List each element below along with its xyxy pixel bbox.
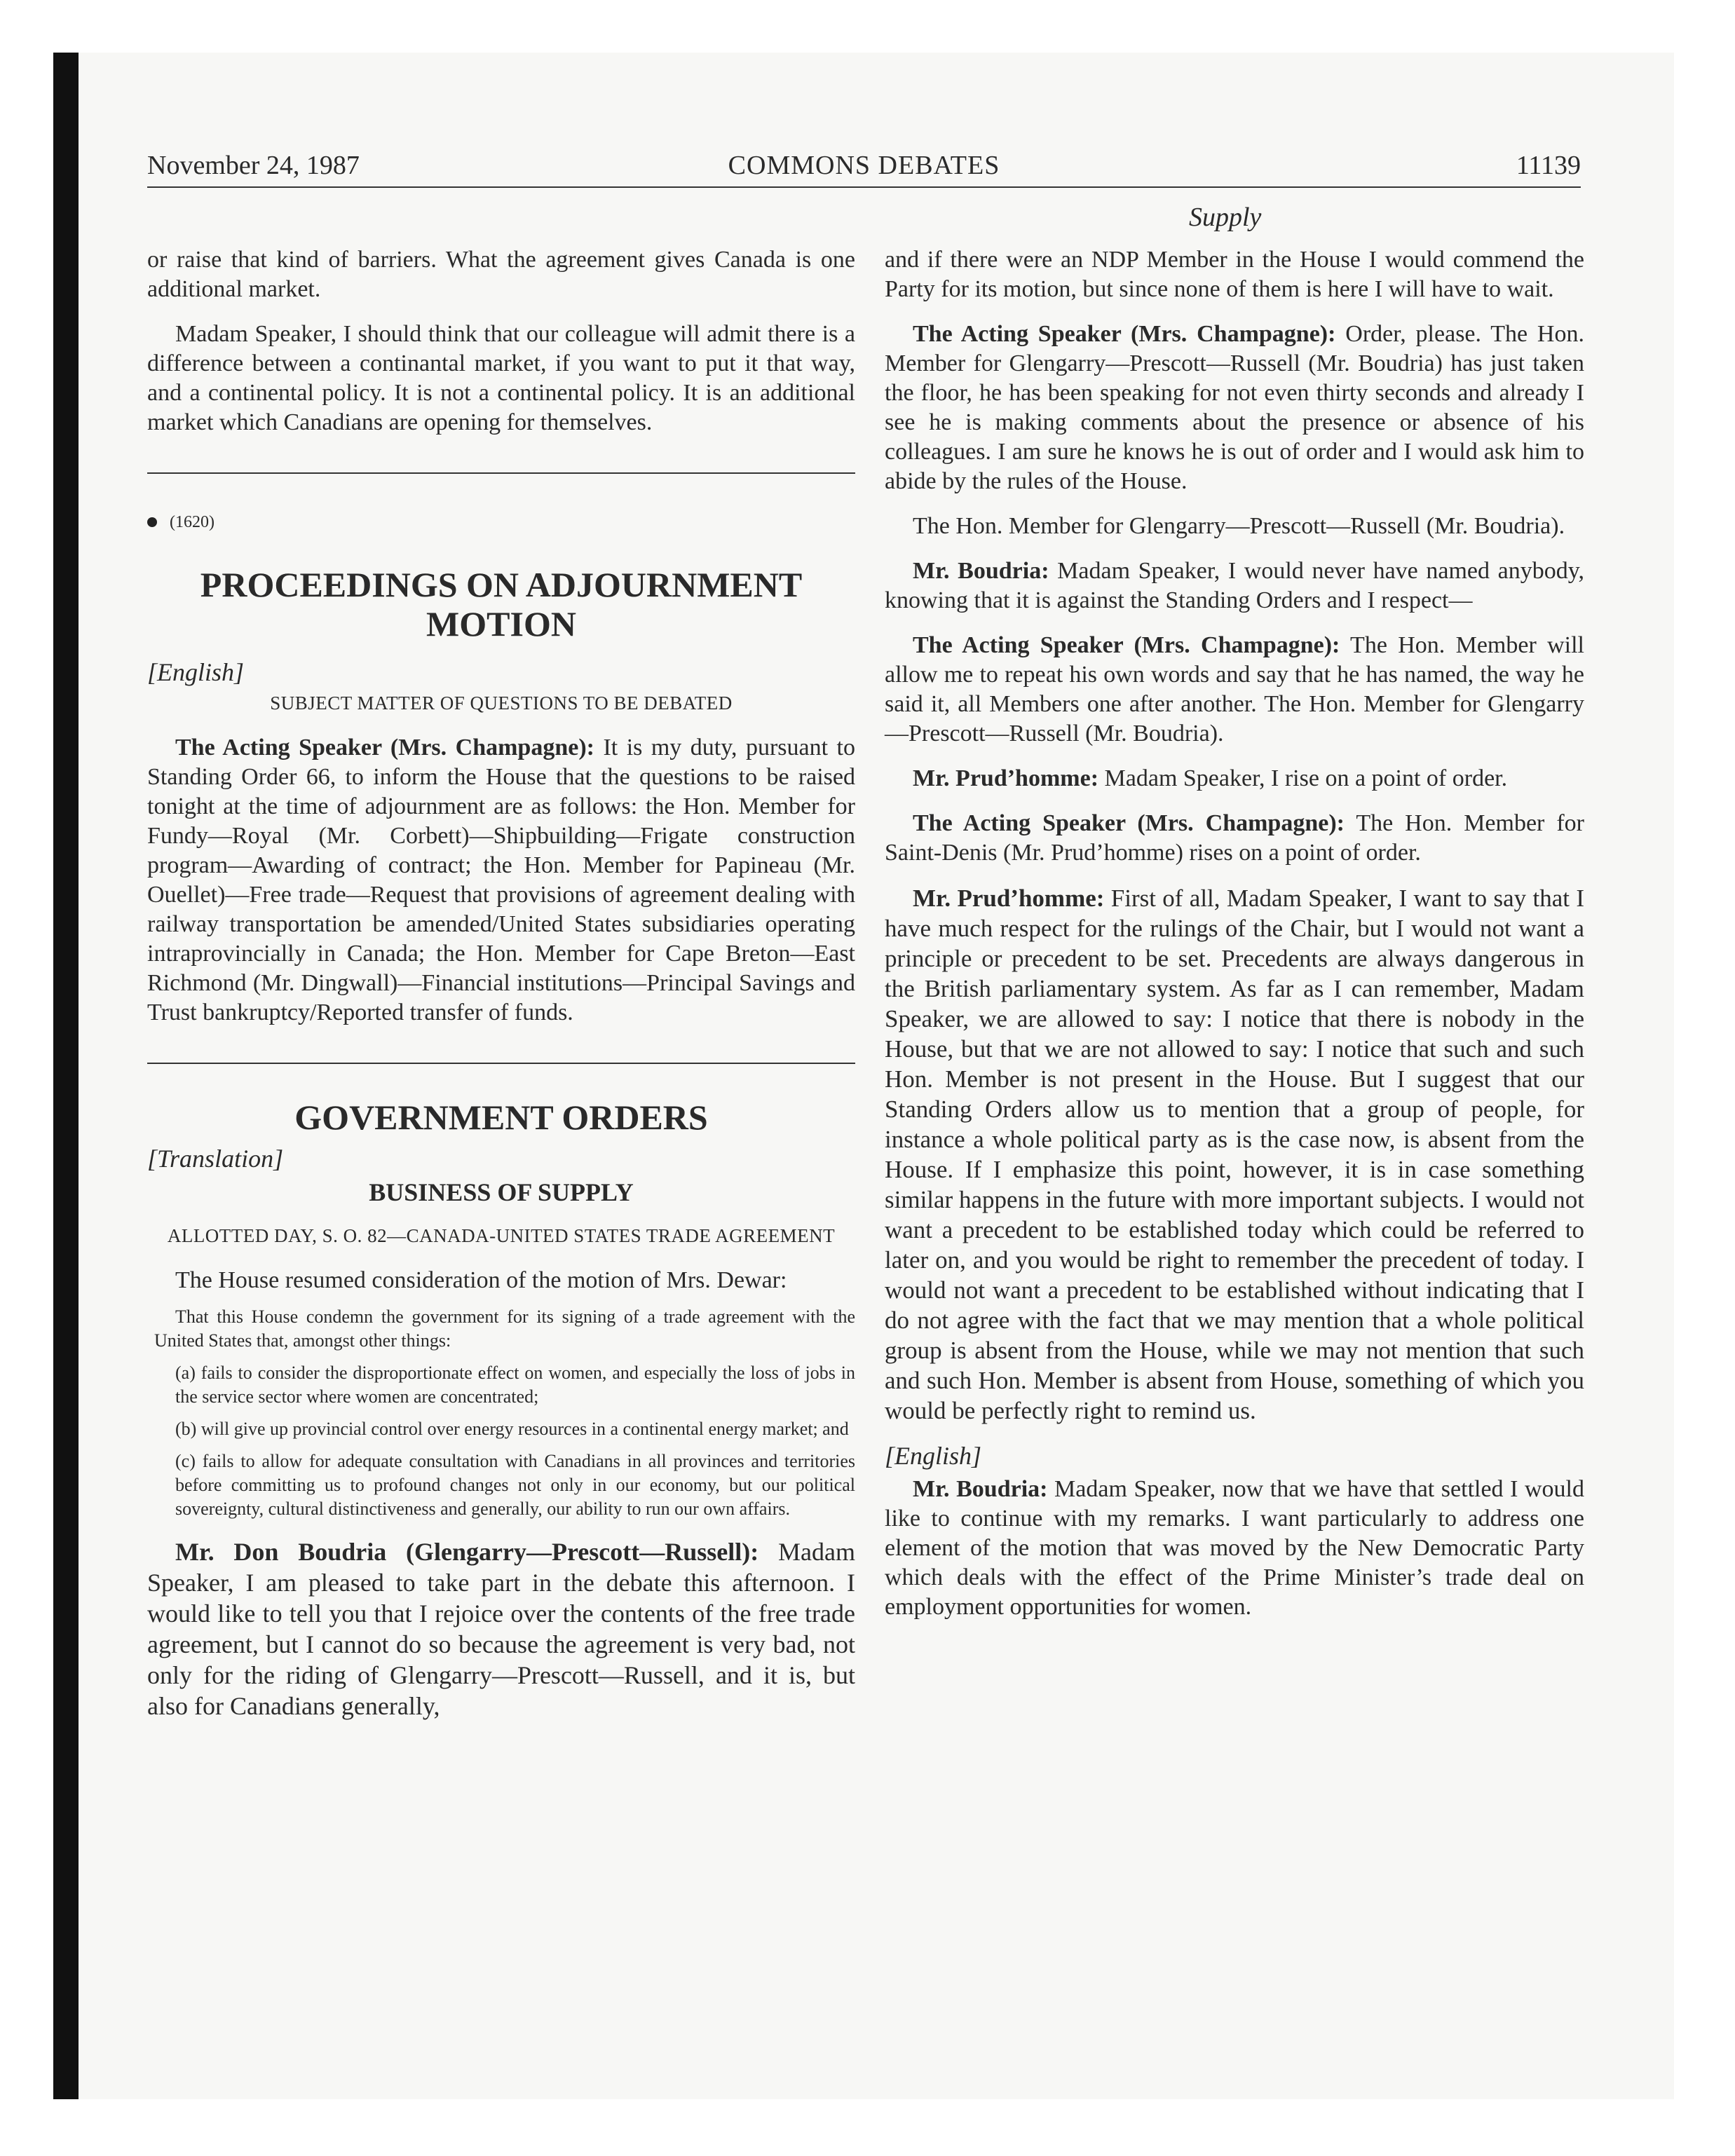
section-label: Supply xyxy=(1189,203,1262,232)
speech-text: Order, please. The Hon. Member for Glengarry—Prescott—Russell (Mr. Boudria) has just taken the floor, he has been speaking for not even thirty seconds and already I see he is making comments about the presence or absence of his colleagues. I am sure he knows he is out of order and I would ask him to abide by the rules of the House. xyxy=(885,321,1584,494)
binding-edge xyxy=(53,53,79,2099)
right-column xyxy=(885,245,1584,1637)
speech-text: Madam Speaker, I would never have named anybody, knowing that it is against the Standing Orders and I respect— xyxy=(885,558,1584,613)
speaker-name: Mr. Prud’homme: xyxy=(913,765,1099,791)
paragraph: or raise that kind of barriers. What the agreement gives Canada is one additional market. xyxy=(147,247,855,302)
paragraph xyxy=(885,631,1584,749)
motion-item: (c) fails to allow for adequate consultation with Canadians in all provinces and territories before committing us to profound changes not only in our economy, but our political sovereignty, cultural distinctiveness and generally, our ability to run our own affairs. xyxy=(175,1451,855,1519)
paragraph xyxy=(885,809,1584,868)
running-header xyxy=(147,149,1581,188)
heading-government-orders: GOVERNMENT ORDERS xyxy=(294,1098,708,1137)
heading-adjournment: PROCEEDINGS ON ADJOURNMENT MOTION xyxy=(200,565,803,643)
motion-item: (b) will give up provincial control over energy resources in a continental energy market; and xyxy=(175,1419,849,1439)
paragraph: Madam Speaker, I should think that our colleague will admit there is a difference between a continantal market, if you want to put it that way, and a continental policy. It is not a continental policy. It is an additional market which Canadians are opening for themselves. xyxy=(147,321,855,435)
page-number: 11139 xyxy=(1516,151,1581,180)
timestamp xyxy=(147,507,855,537)
speaker-name: Mr. Prud’homme: xyxy=(913,885,1105,912)
speaker-name: The Acting Speaker (Mrs. Champagne): xyxy=(913,321,1336,347)
section-divider xyxy=(147,1063,855,1064)
speaker-name: Mr. Boudria: xyxy=(913,558,1049,584)
header-date: November 24, 1987 xyxy=(147,151,360,180)
paragraph xyxy=(885,764,1584,793)
paragraph: and if there were an NDP Member in the House I would commend the Party for its motion, but since none of them is here I will have to wait. xyxy=(885,247,1584,302)
language-tag: [English] xyxy=(147,658,245,686)
speech-text: First of all, Madam Speaker, I want to say that I have much respect for the rulings of the Chair, but I would not want a principle or precedent to be set. Precedents are always dangerous in the British parliamentary system. As far as I can remember, Madam Speaker, we are allowed to say: I notice that there is nobody in the House, but that we are not allowed to say: I notice that such and such Hon. Member is not present in the House. But I suggest that our Standing Orders allow us to mention that a group of people, for instance a whole political party as is the case now, is absent from the House. If I emphasize this point, however, it is in case something similar happens in the future with more important subjects. I would not want a precedent to be established today which could be referred to later on, and you would be right to remember the precedent of today. I would not want a precedent to be established without indicating that I do not agree with the fact that we may mention that a whole political group is absent from the House, while we may not mention that such and such Hon. Member is absent from House, something of which you would be perfectly right to remind us. xyxy=(885,885,1584,1424)
bullet-icon xyxy=(147,517,157,527)
paragraph xyxy=(147,1536,855,1721)
speech-text: Madam Speaker, I rise on a point of order. xyxy=(1098,765,1508,791)
speech-text: The Hon. Member for Saint-Denis (Mr. Prud’homme) rises on a point of order. xyxy=(885,810,1584,866)
subheading-supply: BUSINESS OF SUPPLY xyxy=(369,1178,634,1206)
paragraph xyxy=(885,883,1584,1426)
paragraph xyxy=(885,320,1584,496)
timestamp-text: (1620) xyxy=(170,513,215,531)
paragraph xyxy=(885,557,1584,615)
speaker-name: The Acting Speaker (Mrs. Champagne): xyxy=(913,632,1340,658)
language-tag: [English] xyxy=(885,1442,982,1470)
motion-item: (a) fails to consider the disproportionate effect on women, and especially the loss of jobs in the service sector where women are concentrated; xyxy=(175,1363,855,1407)
paragraph: The Hon. Member for Glengarry—Prescott—Russell (Mr. Boudria). xyxy=(913,513,1565,539)
speaker-name: Mr. Don Boudria (Glengarry—Prescott—Russell): xyxy=(175,1538,759,1566)
allotted-day-heading: ALLOTTED DAY, S. O. 82—CANADA-UNITED STATES TRADE AGREEMENT xyxy=(167,1225,836,1246)
motion-text: That this House condemn the government for its signing of a trade agreement with the United States that, amongst other things: xyxy=(154,1306,855,1351)
subject-heading: SUBJECT MATTER OF QUESTIONS TO BE DEBATED xyxy=(270,692,733,714)
speech-text: It is my duty, pursuant to Standing Order 66, to inform the House that the questions to be raised tonight at the time of adjournment are as follows: the Hon. Member for Fundy—Royal (Mr. Corbett)—Shipbuilding—Frigate construction program—Awarding of contract; the Hon. Member for Papineau (Mr. Ouellet)—Free trade—Request that provisions of agreement dealing with railway transportation be amended/United States subsidiaries operating intraprovincially in Canada; the Hon. Member for Cape Breton—East Richmond (Mr. Dingwall)—Financial institutions—Principal Savings and Trust bankruptcy/Reported transfer of funds. xyxy=(147,735,855,1025)
speech-text: The Hon. Member will allow me to repeat his own words and say that he has named, the way he said it, all Members one after another. The Hon. Member for Glengarry—Prescott—Russell (Mr. Boudria). xyxy=(885,632,1584,746)
speech-text: Madam Speaker, I am pleased to take part in the debate this afternoon. I would like to tell you that I rejoice over the contents of the free trade agreement, but I cannot do so because the agreement is very bad, not only for the riding of Glengarry—Prescott—Russell, and it is, but also for Canadians generally, xyxy=(147,1538,855,1720)
speaker-name: Mr. Boudria: xyxy=(913,1476,1048,1502)
language-tag: [Translation] xyxy=(147,1145,284,1173)
left-column xyxy=(147,245,855,1737)
speaker-name: The Acting Speaker (Mrs. Champagne): xyxy=(913,810,1345,836)
section-divider xyxy=(147,472,855,474)
paragraph xyxy=(147,733,855,1028)
paragraph xyxy=(885,1475,1584,1622)
paragraph: The House resumed consideration of the motion of Mrs. Dewar: xyxy=(175,1267,787,1293)
speaker-name: The Acting Speaker (Mrs. Champagne): xyxy=(175,735,594,760)
header-title: COMMONS DEBATES xyxy=(728,151,1000,180)
speech-text: Madam Speaker, now that we have that settled I would like to continue with my remarks. I want particularly to address one element of the motion that was moved by the New Democratic Party which deals with the effect of the Prime Minister’s trade deal on employment opportunities for women. xyxy=(885,1476,1584,1620)
